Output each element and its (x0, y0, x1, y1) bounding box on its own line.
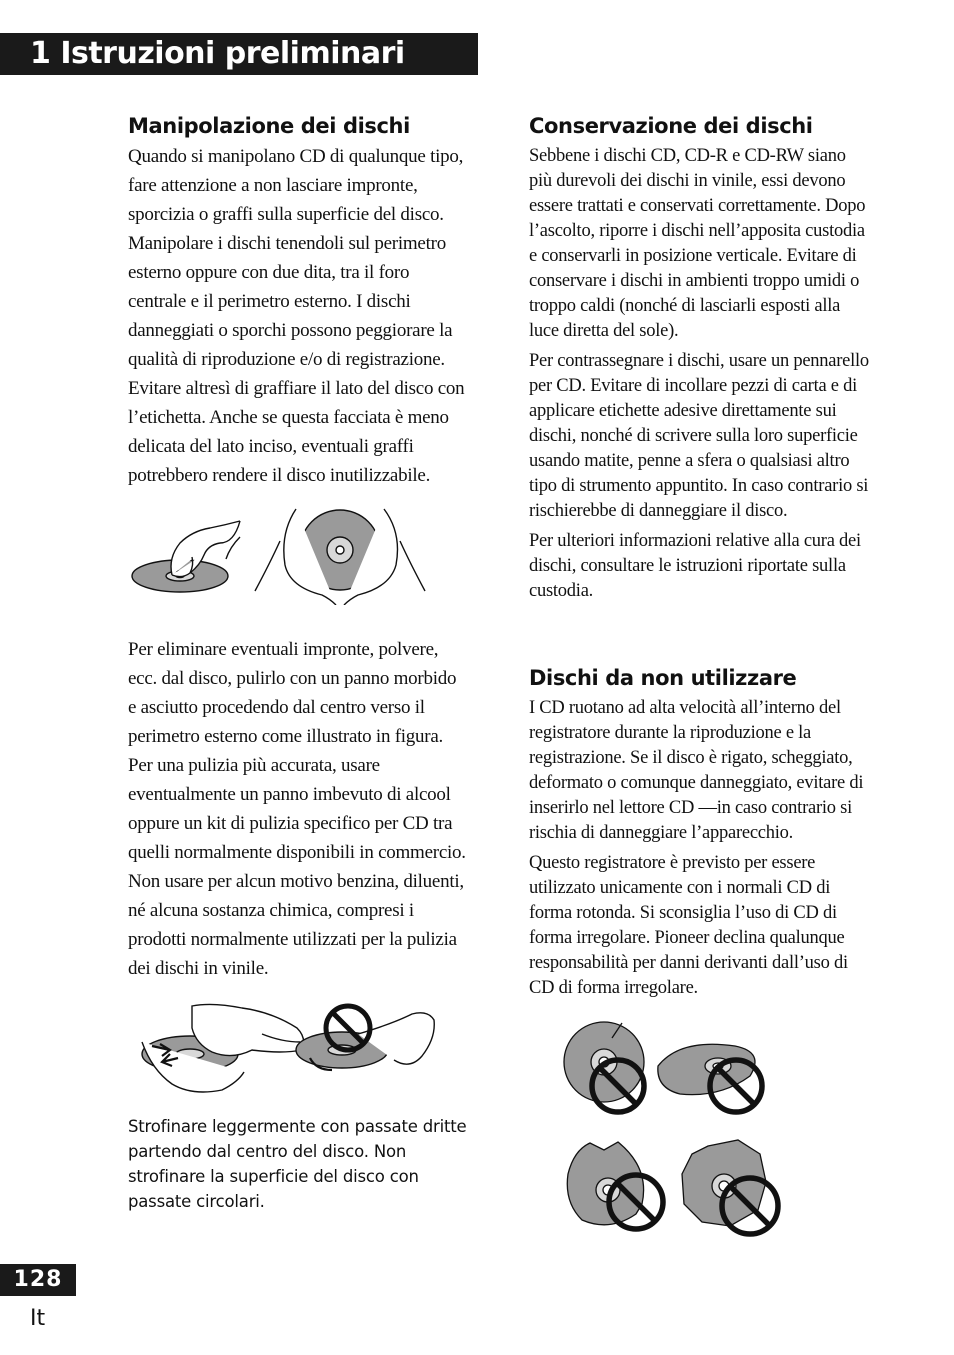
chapter-header (0, 33, 478, 75)
cleaning-caption: Strofinare leggermente con passate dritte partendo dal centro del disco. Non strofinare la superficie del disco con passate circolari. (128, 1117, 467, 1211)
chapter-title: 1 Istruzioni preliminari (30, 36, 405, 71)
unusable-discs-section (529, 666, 869, 1001)
handling-section (128, 114, 468, 490)
page-number: 128 (0, 1264, 76, 1296)
section-paragraph: Per contrassegnare i dischi, usare un pennarello per CD. Evitare di incollare pezzi di carta e di applicare etichette adesive direttamente sui dischi, nonché di scrivere sulla loro superficie usando matite, penne a sfera o qualsiasi altro tipo di strumento appuntito. In caso contrario si rischierebbe di danneggiare il disco. (529, 351, 869, 521)
storage-section (529, 114, 869, 604)
section-paragraph: Per ulteriori informazioni relative alla cura dei dischi, consultare le istruzioni riportate sulla custodia. (529, 531, 861, 601)
section-paragraph: I CD ruotano ad alta velocità all’interno del registratore durante la riproduzione e la registrazione. Se il disco è rigato, scheggiato, deformato o comunque danneggiato, evitare di inserirlo nel lettore CD —in caso contrario si rischia di danneggiare l’apparecchio. (529, 698, 864, 843)
disc-cleaning-illustration (132, 998, 437, 1100)
section-paragraph: Questo registratore è previsto per essere utilizzato unicamente con i normali CD di forma rotonda. Si sconsiglia l’uso di CD di forma irregolare. Pioneer declina qualunque responsabilità per danni derivanti dall’uso di CD di forma irregolare. (529, 853, 848, 998)
section-paragraph: Quando si manipolano CD di qualunque tipo, fare attenzione a non lasciare impronte, sporcizia o graffi sulla superficie del disco. Manipolare i dischi tenendoli sul perimetro esterno oppure con due dita, tra il foro centrale e il perimetro esterno. I dischi danneggiati o sporchi possono peggiorare la qualità di riproduzione e/o di registrazione. Evitare altresì di graffiare il lato del disco con l’etichetta. Anche se questa facciata è meno delicata del lato inciso, eventuali graffi potrebbero rendere il disco inutilizzabile. (128, 146, 465, 486)
section-heading: Conservazione dei dischi (529, 114, 813, 138)
section-heading: Manipolazione dei dischi (128, 114, 410, 138)
section-heading: Dischi da non utilizzare (529, 666, 797, 690)
cleaning-paragraph: Per eliminare eventuali impronte, polvere, ecc. dal disco, pulirlo con un panno morbido e asciutto procedendo dal centro verso il perimetro esterno come illustrato in figura. Per una pulizia più accurata, usare eventualmente un panno imbevuto di alcool oppure un kit di pulizia specifico per CD tra quelli normalmente disponibili in commercio. Non usare per alcun motivo benzina, diluenti, né alcuna sostanza chimica, compresi i prodotti normalmente utilizzati per la pulizia dei dischi in vinile. (128, 639, 466, 979)
section-paragraph: Sebbene i dischi CD, CD-R e CD-RW siano più durevoli dei dischi in vinile, essi devono essere trattati e conservati correttamente. Dopo l’ascolto, riporre i dischi nell’apposita custodia e conservarli in posizione verticale. Evitare di conservare i dischi in ambienti troppo umidi o troppo caldi (nonché di lasciarli esposti alla luce diretta del sole). (529, 146, 866, 341)
disc-handling-illustration (130, 503, 475, 605)
language-code: It (30, 1306, 46, 1331)
prohibited-disc-shapes-illustration (560, 1018, 792, 1238)
